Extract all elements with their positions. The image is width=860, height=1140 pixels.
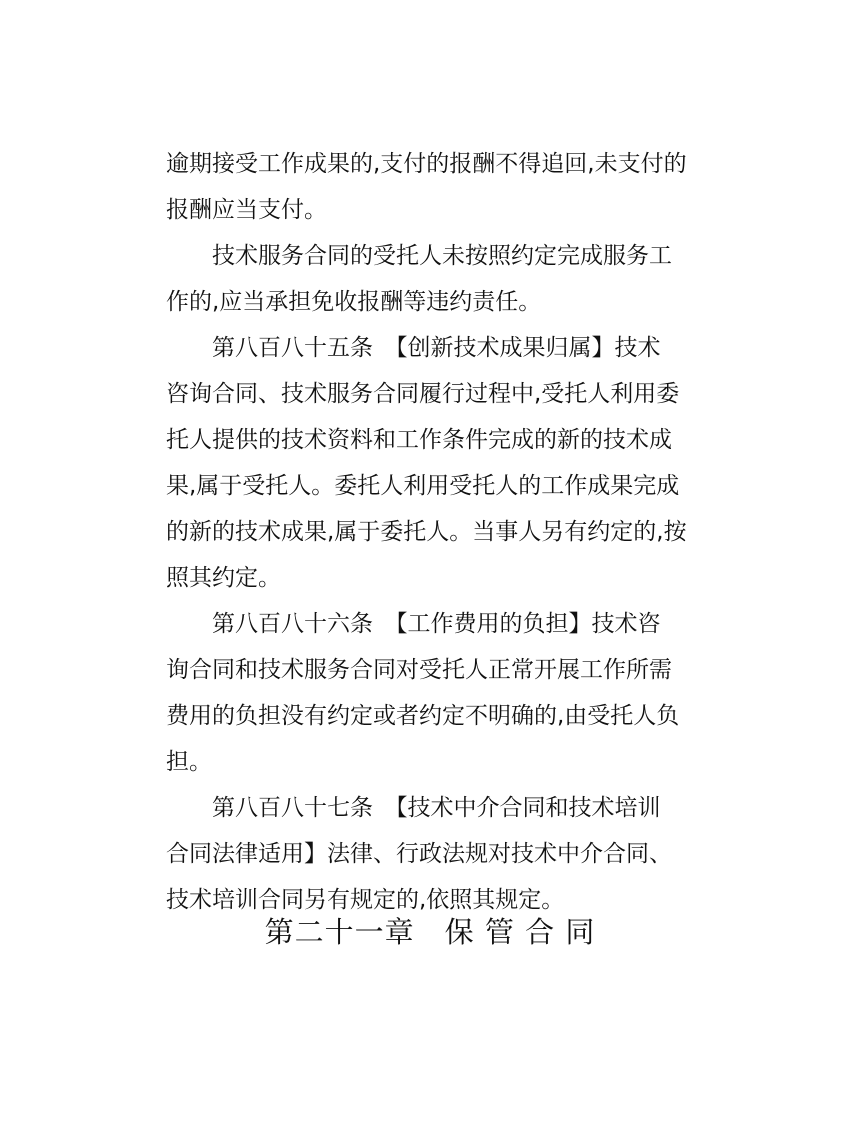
text-line-2: 报酬应当支付。 [166,197,327,223]
chapter-heading: 第二十一章 保 管 合 同 [264,915,596,949]
article-885-line-4: 果,属于受托人。委托人利用受托人的工作成果完成 [166,473,680,499]
article-887-line-3: 技术培训合同另有规定的,依照其规定。 [166,887,565,913]
article-887-line-2: 合同法律适用】法律、行政法规对技术中介合同、 [166,841,672,867]
article-885-line-1: 第八百八十五条 【创新技术成果归属】技术 [212,335,661,361]
article-886-line-1: 第八百八十六条 【工作费用的负担】技术咨 [212,611,661,637]
text-line-4: 作的,应当承担免收报酬等违约责任。 [166,289,542,315]
text-line-1: 逾期接受工作成果的,支付的报酬不得追回,未支付的 [166,151,687,177]
article-886-line-3: 费用的负担没有约定或者约定不明确的,由受托人负 [166,703,680,729]
article-885-line-5: 的新的技术成果,属于委托人。当事人另有约定的,按 [166,519,687,545]
text-line-3: 技术服务合同的受托人未按照约定完成服务工 [212,243,672,269]
article-887-line-1: 第八百八十七条 【技术中介合同和技术培训 [212,795,661,821]
article-885-line-6: 照其约定。 [166,565,281,591]
article-886-line-2: 询合同和技术服务合同对受托人正常开展工作所需 [166,657,672,683]
article-886-line-4: 担。 [166,749,212,775]
article-885-line-2: 咨询合同、技术服务合同履行过程中,受托人利用委 [166,381,680,407]
document-body [166,141,690,923]
article-885-line-3: 托人提供的技术资料和工作条件完成的新的技术成 [166,427,672,453]
